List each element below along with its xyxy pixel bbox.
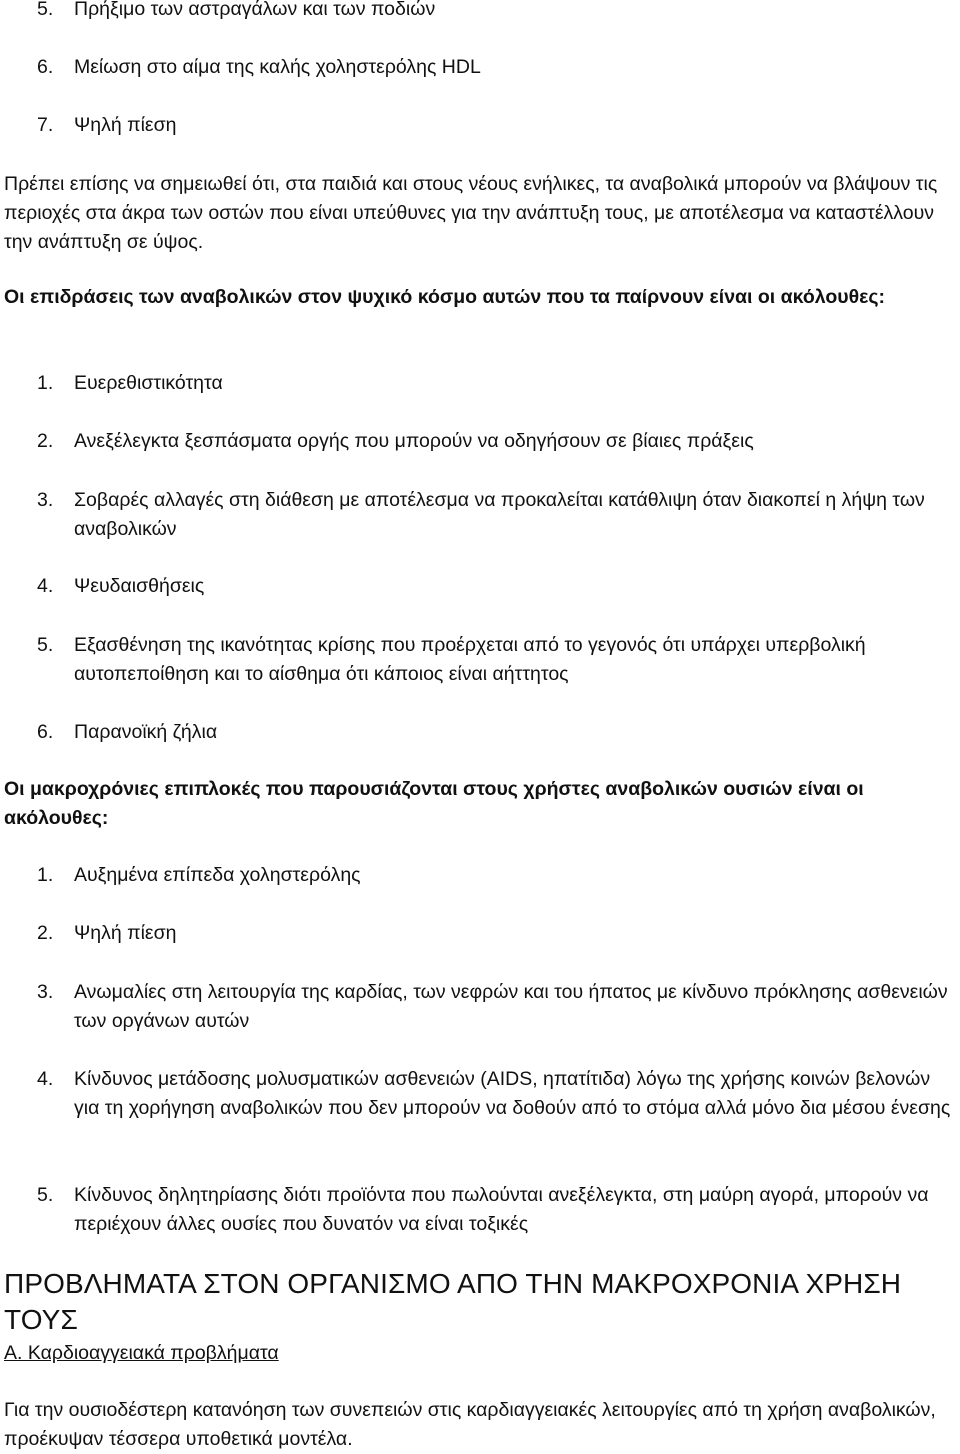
list-text: Κίνδυνος μετάδοσης μολυσματικών ασθενειών (AIDS, ηπατίτιδα) λόγω της χρήσης κοινών βελονών για τη χορήγηση αναβολικών που δεν μπορούν να δοθούν από το στόμα αλλά μόνο δια μέσου ένεσης <box>74 1068 951 1119</box>
list-number: 3. <box>37 981 54 1003</box>
list-item <box>37 0 952 24</box>
list-item <box>37 718 952 747</box>
list-number: 1. <box>37 864 54 886</box>
list-number: 1. <box>37 372 54 394</box>
list-number: 2. <box>37 430 54 452</box>
list-number: 6. <box>37 721 54 743</box>
list-item <box>37 427 952 456</box>
list-number: 3. <box>37 489 54 511</box>
list-text: Ψευδαισθήσεις <box>74 575 205 597</box>
list-text: Αυξημένα επίπεδα χοληστερόλης <box>74 864 361 886</box>
list-text: Μείωση στο αίμα της καλής χοληστερόλης HDL <box>74 56 481 78</box>
list-text: Εξασθένηση της ικανότητας κρίσης που προέρχεται από το γεγονός ότι υπάρχει υπερβολική αυτοπεποίθηση και το αίσθημα ότι κάποιος είναι αήττητος <box>74 634 866 685</box>
list-text: Παρανοϊκή ζήλια <box>74 721 218 743</box>
list-text: Ευερεθιστικότητα <box>74 372 223 394</box>
list-text: Πρήξιμο των αστραγάλων και των ποδιών <box>74 0 436 20</box>
list-text: Κίνδυνος δηλητηρίασης διότι προϊόντα που πωλούνται ανεξέλεγκτα, στη μαύρη αγορά, μπορούν να περιέχουν άλλες ουσίες που δυνατόν να είναι τοξικές <box>74 1184 929 1235</box>
list-text: Ανεξέλεγκτα ξεσπάσματα οργής που μπορούν να οδηγήσουν σε βίαιες πράξεις <box>74 430 754 452</box>
body-paragraph: Πρέπει επίσης να σημειωθεί ότι, στα παιδιά και στους νέους ενήλικες, τα αναβολικά μπορούν να βλάψουν τις περιοχές στα άκρα των οστών που είναι υπεύθυνες για την ανάπτυξη τους, με αποτέλεσμα να καταστέλλουν την ανάπτυξη σε ύψος. <box>4 173 938 253</box>
subsection-heading: Α. Καρδιοαγγειακά προβλήματα <box>4 1342 279 1364</box>
list-item <box>37 486 952 544</box>
list-text: Ανωμαλίες στη λειτουργία της καρδίας, των νεφρών και του ήπατος με κίνδυνο πρόκλησης ασθενειών των οργάνων αυτών <box>74 981 948 1032</box>
list-number: 4. <box>37 575 54 597</box>
section-heading: ΠΡΟΒΛΗΜΑΤΑ ΣΤΟΝ ΟΡΓΑΝΙΣΜΟ ΑΠΟ ΤΗΝ ΜΑΚΡΟΧΡΟΝΙΑ ΧΡΗΣΗ ΤΟΥΣ <box>4 1268 902 1335</box>
longterm-effects-heading: Οι μακροχρόνιες επιπλοκές που παρουσιάζονται στους χρήστες αναβολικών ουσιών είναι οι ακόλουθες: <box>4 778 864 829</box>
list-item <box>37 369 952 398</box>
list-item <box>37 919 952 948</box>
list-text: Ψηλή πίεση <box>74 114 177 136</box>
list-item <box>37 978 952 1036</box>
list-item <box>37 1065 952 1123</box>
list-item <box>37 631 952 689</box>
list-text: Σοβαρές αλλαγές στη διάθεση με αποτέλεσμα να προκαλείται κατάθλιψη όταν διακοπεί η λήψη των αναβολικών <box>74 489 925 540</box>
list-number: 5. <box>37 634 54 656</box>
list-number: 4. <box>37 1068 54 1090</box>
list-item <box>37 53 952 82</box>
list-number: 5. <box>37 0 54 20</box>
list-text: Ψηλή πίεση <box>74 922 177 944</box>
list-item <box>37 572 952 601</box>
body-paragraph: Για την ουσιοδέστερη κατανόηση των συνεπειών στις καρδιαγγειακές λειτουργίες από τη χρήση αναβολικών, προέκυψαν τέσσερα υποθετικά μοντέλα. <box>4 1399 936 1450</box>
psych-effects-heading: Οι επιδράσεις των αναβολικών στον ψυχικό κόσμο αυτών που τα παίρνουν είναι οι ακόλουθες: <box>4 286 886 308</box>
list-number: 6. <box>37 56 54 78</box>
list-number: 7. <box>37 114 54 136</box>
list-number: 2. <box>37 922 54 944</box>
list-number: 5. <box>37 1184 54 1206</box>
list-item <box>37 111 952 140</box>
list-item <box>37 861 952 890</box>
list-item <box>37 1181 952 1239</box>
